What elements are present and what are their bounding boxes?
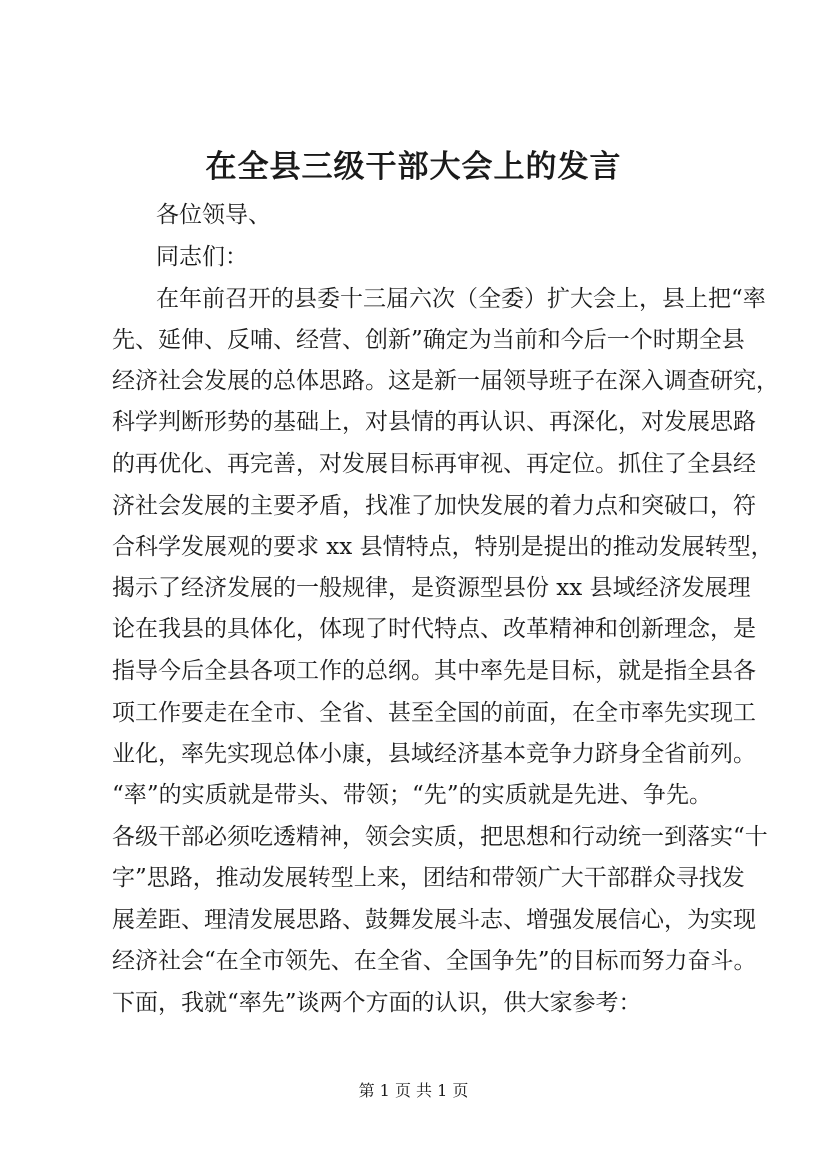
- paragraph-line: “率”的实质就是带头、带领；“先”的实质就是先进、争先。: [112, 782, 712, 808]
- paragraph-line: 在年前召开的县委十三届六次（全委）扩大会上，县上把“率: [156, 286, 766, 312]
- paragraph-line-last: 下面，我就“率先”谈两个方面的认识，供大家参考：: [112, 990, 642, 1016]
- salutation-comrades: 同志们：: [156, 244, 248, 270]
- paragraph-line: 业化，率先实现总体小康，县域经济基本竞争力跻身全省前列。: [112, 741, 756, 767]
- paragraph-line: 项工作要走在全市、全省、甚至全国的前面，在全市率先实现工: [112, 700, 756, 726]
- salutation-leaders: 各位领导、: [156, 202, 271, 228]
- paragraph-line: 展差距、理清发展思路、鼓舞发展斗志、增强发展信心，为实现: [112, 907, 756, 933]
- paragraph-line: 的再优化、再完善，对发展目标再审视、再定位。抓住了全县经: [112, 451, 756, 477]
- paragraph-line: 揭示了经济发展的一般规律，是资源型县份 xx 县域经济发展理: [112, 575, 751, 601]
- paragraph-line: 指导今后全县各项工作的总纲。其中率先是目标，就是指全县各: [112, 658, 756, 684]
- document-title: 在全县三级干部大会上的发言: [205, 149, 622, 185]
- paragraph-line: 先、延伸、反哺、经营、创新”确定为当前和今后一个时期全县: [112, 327, 745, 353]
- page-footer: 第 1 页 共 1 页: [358, 1081, 469, 1100]
- paragraph-line: 济社会发展的主要矛盾，找准了加快发展的着力点和突破口，符: [112, 493, 756, 519]
- paragraph-line: 科学判断形势的基础上，对县情的再认识、再深化，对发展思路: [112, 409, 756, 435]
- paragraph-line: 各级干部必须吃透精神，领会实质，把思想和行动统一到落实“十: [112, 824, 768, 850]
- paragraph-line: 合科学发展观的要求 xx 县情特点，特别是提出的推动发展转型，: [112, 534, 774, 560]
- paragraph-line: 经济社会发展的总体思路。这是新一届领导班子在深入调查研究，: [112, 368, 779, 394]
- paragraph-line: 论在我县的具体化，体现了时代特点、改革精神和创新理念，是: [112, 616, 756, 642]
- paragraph-line: 字”思路，推动发展转型上来，团结和带领广大干部群众寻找发: [112, 865, 745, 891]
- paragraph-line: 经济社会“在全市领先、在全省、全国争先”的目标而努力奋斗。: [112, 948, 757, 974]
